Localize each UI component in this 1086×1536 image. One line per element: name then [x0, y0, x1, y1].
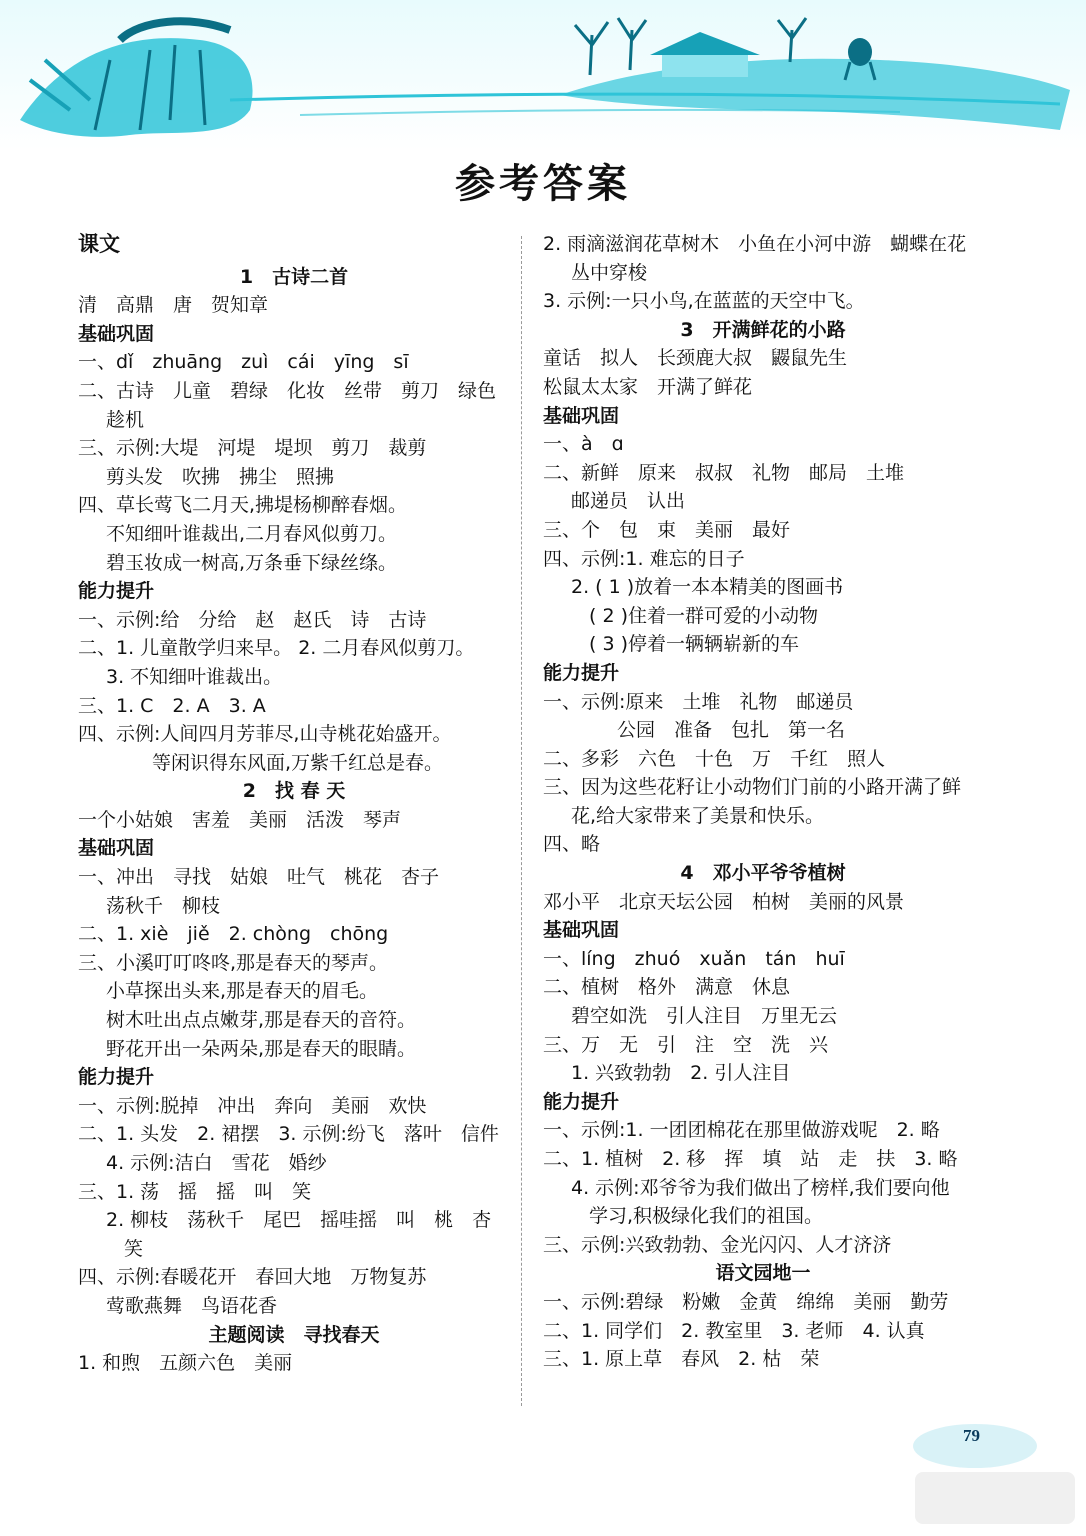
answer-line: 不知细叶谁裁出,二月春风似剪刀。 [106, 522, 398, 545]
answer-line: ( 2 )住着一群可爱的小动物 [589, 604, 818, 627]
answer-line: 树木吐出点点嫩芽,那是春天的音符。 [106, 1009, 417, 1032]
answer-line: 二、植树 格外 满意 休息 [543, 976, 791, 999]
section-heading: 课文 [78, 232, 120, 256]
subsection-heading: 能力提升 [543, 661, 620, 684]
page-title: 参考答案 [455, 160, 631, 207]
answer-line: 4. 示例:洁白 雪花 婚纱 [106, 1152, 327, 1174]
answer-line: 一、líng zhuó xuǎn tán huī [543, 947, 845, 970]
answer-line: 公园 准备 包扎 第一名 [617, 719, 846, 742]
answer-line: 3. 不知细叶谁裁出。 [106, 665, 283, 688]
answer-line: 等闲识得东风面,万紫千红总是春。 [152, 751, 444, 774]
answer-line: 二、新鲜 原来 叔叔 礼物 邮局 土堆 [543, 461, 905, 484]
subsection-heading: 基础巩固 [543, 404, 620, 427]
lesson-heading: 2 找 春 天 [242, 780, 346, 803]
lesson-heading: 3 开满鲜花的小路 [680, 318, 846, 341]
answer-line: 四、示例:人间四月芳菲尽,山寺桃花始盛开。 [78, 723, 452, 746]
answer-line: 2. 柳枝 荡秋千 尾巴 摇哇摇 叫 桃 杏 [106, 1209, 492, 1232]
lesson-heading: 1 古诗二首 [239, 265, 349, 288]
answer-line: 1. 和煦 五颜六色 美丽 [78, 1352, 293, 1375]
answer-line: 3. 示例:一只小鸟,在蓝蓝的天空中飞。 [543, 290, 865, 313]
answer-line: 2. 雨滴滋润花草树木 小鱼在小河中游 蝴蝶在花 [543, 233, 967, 255]
right-column [543, 230, 983, 1374]
answer-line: 三、小溪叮叮咚咚,那是春天的琴声。 [78, 951, 389, 974]
answer-line: 四、略 [543, 833, 601, 856]
answer-line: 一个小姑娘 害羞 美丽 活泼 琴声 [78, 808, 402, 831]
watermark-logo-icon [905, 1420, 1081, 1530]
answer-line: 碧空如洗 引人注目 万里无云 [571, 1005, 838, 1028]
answer-line: 丛中穿梭 [571, 261, 648, 284]
answer-line: 三、1. C 2. A 3. A [78, 694, 266, 717]
answer-line: 花,给大家带来了美景和快乐。 [571, 804, 825, 827]
answer-line: 2. ( 1 )放着一本本精美的图画书 [571, 576, 844, 599]
answer-line: 三、示例:大堤 河堤 堤坝 剪刀 裁剪 [78, 437, 427, 460]
answer-line: ( 3 )停着一辆辆崭新的车 [589, 633, 799, 656]
answer-line: 四、示例:1. 难忘的日子 [543, 547, 745, 570]
answer-line: 4. 示例:邓爷爷为我们做出了榜样,我们要向他 [571, 1176, 950, 1199]
answer-line: 三、个 包 束 美丽 最好 [543, 518, 791, 541]
answer-line: 四、示例:春暖花开 春回大地 万物复苏 [78, 1266, 427, 1289]
subsection-heading: 基础巩固 [543, 919, 620, 942]
answer-line: 邮递员 认出 [571, 490, 686, 513]
answer-line: 童话 拟人 长颈鹿大叔 鼹鼠先生 [543, 347, 848, 370]
answer-line: 趁机 [106, 408, 145, 431]
answer-line: 二、1. 植树 2. 移 挥 填 站 走 扶 3. 略 [543, 1148, 958, 1170]
answer-line: 三、示例:兴致勃勃、金光闪闪、人才济济 [543, 1233, 892, 1256]
answer-line: 二、1. 儿童散学归来早。 2. 二月春风似剪刀。 [78, 637, 475, 660]
answer-line: 一、dǐ zhuāng zuì cái yīng sī [78, 351, 409, 374]
lesson-heading: 语文园地一 [715, 1262, 811, 1285]
answer-line: 二、1. xiè jiě 2. chòng chōng [78, 923, 389, 946]
answer-line: 学习,积极绿化我们的祖国。 [589, 1205, 824, 1228]
lesson-heading: 4 邓小平爷爷植树 [680, 862, 846, 885]
column-divider [521, 236, 522, 1406]
answer-line: 一、示例:原来 土堆 礼物 邮递员 [543, 690, 854, 713]
subsection-heading: 能力提升 [78, 1066, 155, 1089]
answer-line: 四、草长莺飞二月天,拂堤杨柳醉春烟。 [78, 494, 408, 517]
subsection-heading: 基础巩固 [78, 322, 155, 345]
answer-line: 二、多彩 六色 十色 万 千红 照人 [543, 747, 886, 770]
answer-line: 一、示例:脱掉 冲出 奔向 美丽 欢快 [78, 1094, 427, 1117]
answer-line: 小草探出头来,那是春天的眉毛。 [106, 980, 379, 1003]
left-column [78, 230, 510, 1378]
answer-line: 笑 [124, 1237, 144, 1260]
landscape-banner-illustration [0, 0, 1086, 150]
answer-line: 1. 兴致勃勃 2. 引人注目 [571, 1062, 791, 1085]
answer-line: 松鼠太太家 开满了鲜花 [543, 375, 753, 398]
answer-line: 三、1. 荡 摇 摇 叫 笑 [78, 1180, 312, 1203]
answer-line: 碧玉妆成一树高,万条垂下绿丝绦。 [106, 551, 398, 574]
answer-line: 剪头发 吹拂 拂尘 照拂 [106, 465, 335, 488]
answer-line: 一、示例:1. 一团团棉花在那里做游戏呢 2. 略 [543, 1119, 940, 1142]
answer-line: 清 高鼎 唐 贺知章 [78, 294, 269, 317]
answer-line: 二、1. 头发 2. 裙摆 3. 示例:纷飞 落叶 信件 [78, 1123, 499, 1146]
answer-line: 一、示例:碧绿 粉嫩 金黄 绵绵 美丽 勤劳 [543, 1290, 949, 1313]
answer-line: 三、1. 原上草 春风 2. 枯 荣 [543, 1348, 820, 1371]
answer-line: 莺歌燕舞 鸟语花香 [106, 1294, 278, 1317]
answer-line: 荡秋千 柳枝 [106, 894, 221, 917]
answer-line: 一、à ɑ [543, 433, 624, 456]
answer-line: 三、因为这些花籽让小动物们门前的小路开满了鲜 [543, 776, 962, 799]
subsection-heading: 基础巩固 [78, 837, 155, 860]
answer-line: 二、古诗 儿童 碧绿 化妆 丝带 剪刀 绿色 [78, 379, 497, 402]
answer-line: 野花开出一朵两朵,那是春天的眼睛。 [106, 1037, 417, 1060]
answer-line: 一、冲出 寻找 姑娘 吐气 桃花 杏子 [78, 866, 440, 889]
page-number: 79 [963, 1426, 980, 1445]
answer-line: 三、万 无 引 注 空 洗 兴 [543, 1033, 829, 1056]
answer-line: 邓小平 北京天坛公园 柏树 美丽的风景 [543, 890, 905, 913]
answer-line: 二、1. 同学们 2. 教室里 3. 老师 4. 认真 [543, 1319, 925, 1342]
lesson-heading: 主题阅读 寻找春天 [208, 1323, 380, 1346]
subsection-heading: 能力提升 [78, 580, 155, 603]
subsection-heading: 能力提升 [543, 1090, 620, 1113]
answer-line: 一、示例:给 分给 赵 赵氏 诗 古诗 [78, 608, 427, 631]
